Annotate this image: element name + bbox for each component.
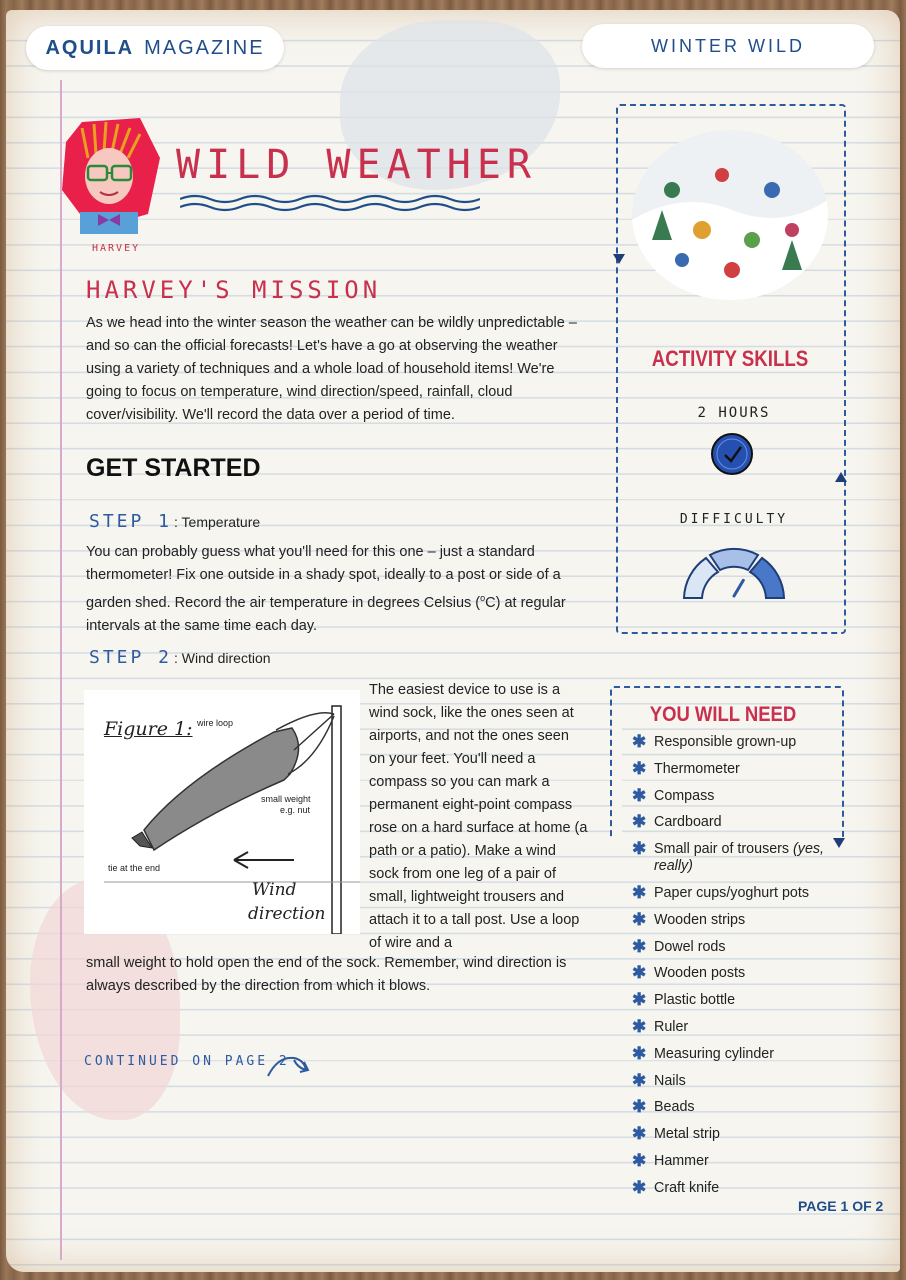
figure-wire-loop: wire loop <box>197 718 234 728</box>
step1-name: : Temperature <box>174 514 261 530</box>
step1-label: STEP 1 <box>89 511 173 532</box>
asterisk-bullet-icon: ✱ <box>632 990 647 1010</box>
supply-item <box>632 936 832 956</box>
page-number: PAGE 1 OF 2 <box>798 1198 884 1214</box>
supply-item-text: Responsible grown-up <box>654 734 797 750</box>
brand-pill <box>26 26 284 70</box>
asterisk-bullet-icon: ✱ <box>632 1124 647 1144</box>
asterisk-bullet-icon: ✱ <box>632 909 647 929</box>
figure-wind: Wind <box>252 880 297 900</box>
supply-item <box>632 1043 832 1063</box>
supply-item <box>632 1070 832 1090</box>
figure-direction: direction <box>248 904 326 924</box>
step2-text-right: The easiest device to use is a wind sock, like the ones seen at airports, and not the ones seen on your feet. You'll need a compass so you can mark a permanent eight-point compass rose on a hard surface at home (a path or a patio). Make a wind sock from one leg of a pair of small, lightweight trousers and attach it to a tall post. Use a loop of wire and a <box>369 682 588 951</box>
winter-illustration <box>632 130 828 300</box>
supply-item-text: Wooden posts <box>654 965 746 982</box>
figure-tie: tie at the end <box>108 863 161 873</box>
asterisk-bullet-icon: ✱ <box>632 1043 647 1063</box>
asterisk-bullet-icon: ✱ <box>632 785 647 805</box>
section-pill <box>582 24 874 68</box>
time-required: 2 HOURS <box>697 405 771 421</box>
asterisk-bullet-icon: ✱ <box>632 882 647 902</box>
figure-title: Figure 1: <box>104 718 193 740</box>
supply-item-text: Measuring cylinder <box>654 1045 774 1062</box>
supply-item-text: Thermometer <box>654 760 740 777</box>
asterisk-bullet-icon: ✱ <box>632 732 647 751</box>
supply-item-text: Small pair of trousers <box>654 841 794 858</box>
continue-arrow-icon[interactable] <box>264 1050 312 1080</box>
supply-item <box>632 785 832 805</box>
asterisk-bullet-icon: ✱ <box>632 839 647 859</box>
arrow-down-icon <box>832 836 846 850</box>
step2-heading <box>89 647 271 668</box>
brand-rest: MAGAZINE <box>144 36 265 59</box>
harvey-avatar <box>62 118 160 238</box>
supply-item-text: Wooden strips <box>654 911 746 928</box>
supply-item <box>632 1016 832 1036</box>
mission-text: As we head into the winter season the weather can be wildly unpredictable – and so can the official forecasts! Let's have a go at observing the weather using a variety of techniques and a whole load of household items! We're going to focus on temperature, wind direction/speed, rainfall, cloud cover/visibility. We'll record the data over a period of time. <box>86 315 577 423</box>
difficulty-gauge <box>678 540 790 602</box>
brand-bold: AQUILA <box>45 36 135 59</box>
get-started-heading: GET STARTED <box>86 454 261 482</box>
step1-heading <box>89 511 260 532</box>
page-title: WILD WEATHER <box>176 142 537 188</box>
avatar-name: HARVEY <box>92 243 141 254</box>
supply-item-text: Metal strip <box>654 1126 720 1143</box>
supply-item <box>632 882 832 902</box>
supply-item-text: Paper cups/yoghurt pots <box>654 884 809 901</box>
clock-icon <box>709 431 755 477</box>
supply-item <box>632 758 832 778</box>
step2-label: STEP 2 <box>89 647 173 668</box>
supply-item <box>632 992 832 1009</box>
step2-name: : Wind direction <box>174 650 271 666</box>
supply-item-text: Nails <box>654 1072 686 1089</box>
title-wave-decoration <box>180 193 480 213</box>
supply-item-text: Hammer <box>654 1152 709 1169</box>
windsock-figure <box>84 690 360 934</box>
gauge-needle <box>734 580 743 596</box>
arrow-down-icon <box>612 252 626 266</box>
asterisk-bullet-icon: ✱ <box>632 936 647 956</box>
supply-item-text: Ruler <box>654 1018 689 1035</box>
supply-item <box>632 965 832 982</box>
supply-item-note: (yes, really) <box>654 841 825 875</box>
supply-item <box>632 1099 832 1116</box>
supply-item <box>632 1126 832 1143</box>
you-will-need-heading: YOU WILL NEED <box>649 703 797 726</box>
figure-nut: e.g. nut <box>280 805 311 815</box>
supply-item-text: Dowel rods <box>654 938 726 955</box>
need-box-gap <box>612 718 622 848</box>
supplies-list <box>632 734 832 1207</box>
supply-item-text: Craft knife <box>654 1179 720 1196</box>
snow-scene-image <box>632 130 828 300</box>
supply-item <box>632 909 832 929</box>
supply-item <box>632 841 832 875</box>
step1-text <box>86 541 586 638</box>
step1-text-b: C) at regular intervals at the same time each day. <box>86 594 566 634</box>
mission-heading: HARVEY'S MISSION <box>86 276 382 304</box>
degree-sup: o <box>480 593 486 603</box>
asterisk-bullet-icon: ✱ <box>632 1070 647 1090</box>
arrow-up-icon <box>834 470 848 484</box>
asterisk-bullet-icon: ✱ <box>632 963 647 983</box>
difficulty-label: DIFFICULTY <box>679 512 789 527</box>
continued-link[interactable]: CONTINUED ON PAGE 2 <box>84 1054 290 1069</box>
activity-skills-heading: ACTIVITY SKILLS <box>651 346 809 371</box>
margin-line <box>60 80 62 1260</box>
asterisk-bullet-icon: ✱ <box>632 758 647 778</box>
asterisk-bullet-icon: ✱ <box>632 1016 647 1036</box>
figure-small-weight: small weight <box>261 794 311 804</box>
supply-item-text: Cardboard <box>654 814 722 831</box>
supply-item-text: Beads <box>654 1099 695 1116</box>
supply-item-text: Compass <box>654 787 715 804</box>
asterisk-bullet-icon: ✱ <box>632 1177 647 1197</box>
supply-item <box>632 1150 832 1170</box>
asterisk-bullet-icon: ✱ <box>632 1097 647 1117</box>
section-title: WINTER WILD <box>651 35 805 56</box>
step1-text-a: You can probably guess what you'll need for this one – just a standard thermometer! Fix one outside in a shady spot, ideally to a post or side of a garden shed. Record the air temperature in degrees Celsius ( <box>86 544 561 611</box>
supply-item <box>632 814 832 831</box>
asterisk-bullet-icon: ✱ <box>632 812 647 832</box>
asterisk-bullet-icon: ✱ <box>632 1150 647 1170</box>
step2-text-bottom: small weight to hold open the end of the sock. Remember, wind direction is always described by the direction from which it blows. <box>86 955 567 994</box>
supply-item <box>632 1177 832 1197</box>
supply-item-text: Plastic bottle <box>654 992 736 1009</box>
supply-item <box>632 734 832 751</box>
